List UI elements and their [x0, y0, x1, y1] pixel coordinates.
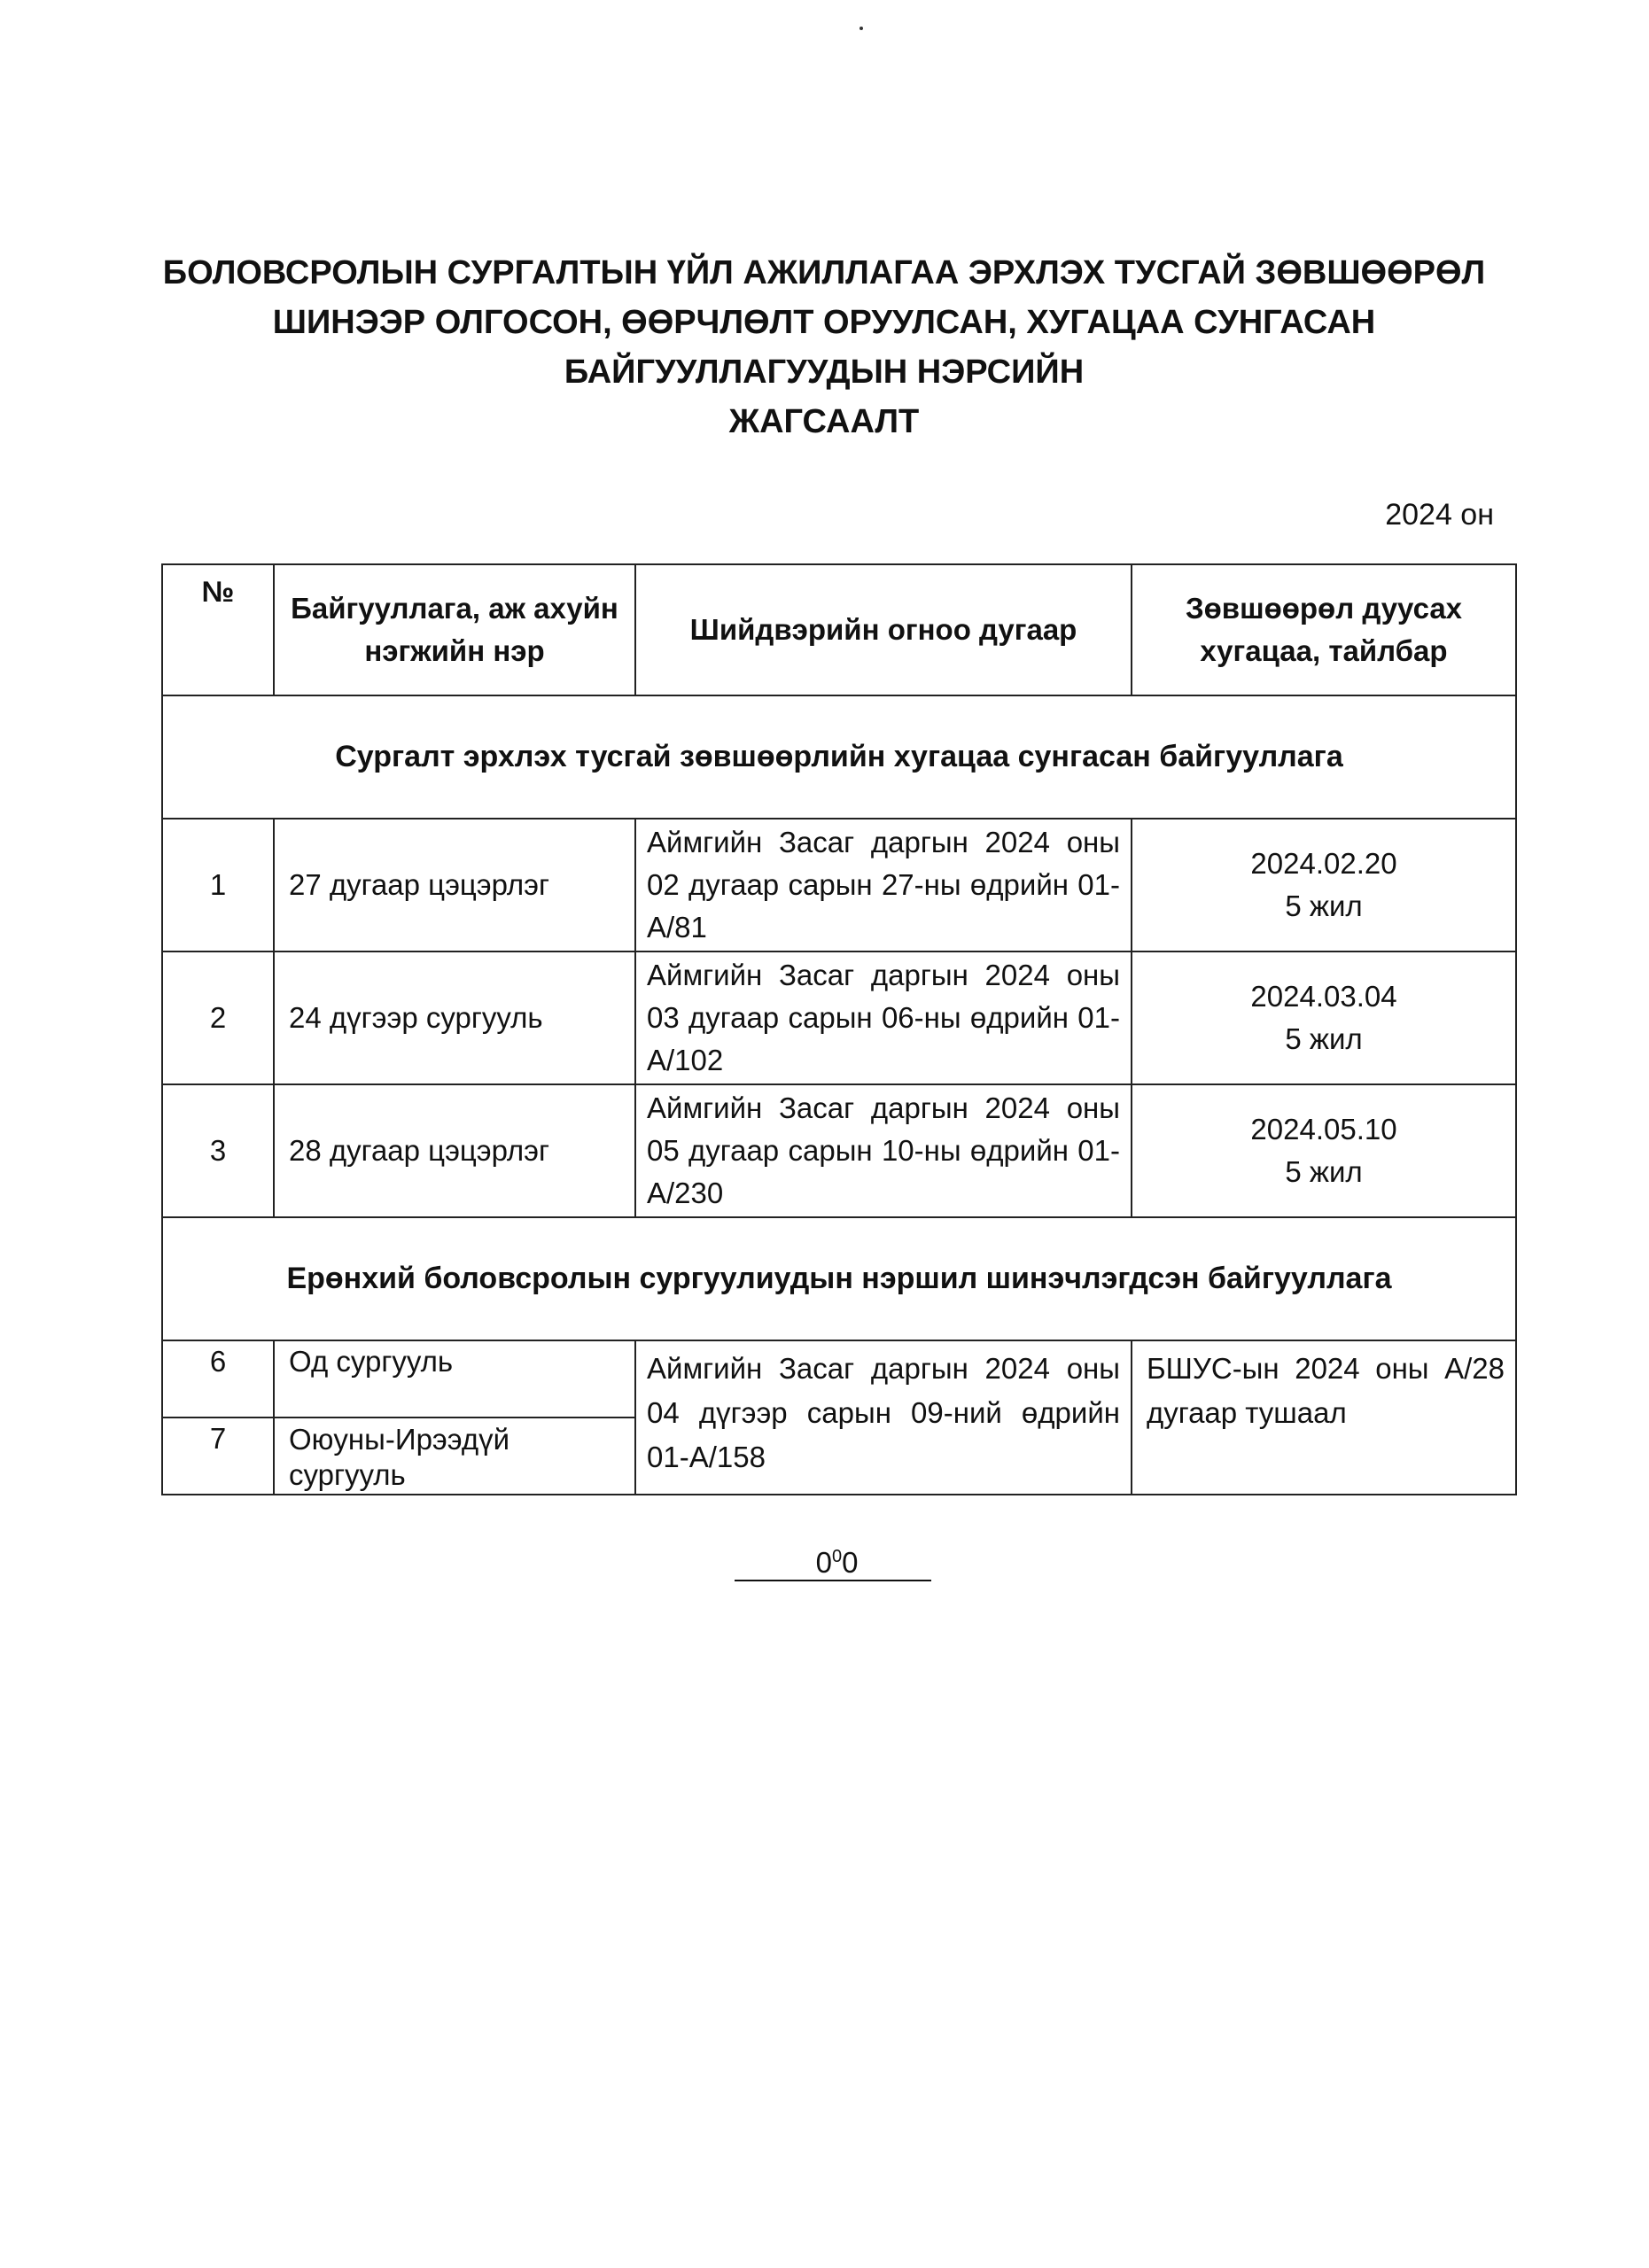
- table-row: [162, 1084, 1516, 1217]
- row-number: 3: [162, 1084, 274, 1217]
- decision-text: Аймгийн Засаг даргын 2024 оны 03 дугаар сарын 06-ны өдрийн 01-А/102: [635, 951, 1132, 1084]
- title-line-3: БАЙГУУЛЛАГУУДЫН НЭРСИЙН: [564, 353, 1085, 391]
- expiry-date: 2024.05.10: [1250, 1113, 1397, 1146]
- header-organization-name: Байгууллага, аж ахуйн нэгжийн нэр: [274, 564, 635, 695]
- closing-underline: [735, 1546, 931, 1581]
- organization-name: Оюуны-Ирээдүй сургууль: [274, 1418, 635, 1495]
- organization-name: 24 дүгээр сургууль: [274, 951, 635, 1084]
- header-expiry-note: Зөвшөөрөл дуусах хугацаа, тайлбар: [1132, 564, 1516, 695]
- title-line-1: БОЛОВСРОЛЫН СУРГАЛТЫН ҮЙЛ АЖИЛЛАГАА ЭРХЛЭХ ТУСГАЙ ЗӨВШӨӨРӨЛ: [162, 254, 1486, 291]
- expiry-date: 2024.02.20: [1250, 847, 1397, 880]
- section-title-renamed: Ерөнхий боловсролын сургуулиудын нэршил шинэчлэгдсэн байгууллага: [162, 1217, 1516, 1340]
- section-title-extended: Сургалт эрхлэх тусгай зөвшөөрлийн хугацаа сунгасан байгууллага: [162, 695, 1516, 819]
- closing-tail: 0: [842, 1546, 859, 1579]
- document-title: [159, 248, 1489, 447]
- expiry-term: 5 жил: [1285, 889, 1363, 922]
- expiry-cell: [1132, 1084, 1516, 1217]
- decision-text: Аймгийн Засаг даргын 2024 оны 05 дугаар сарын 10-ны өдрийн 01-А/230: [635, 1084, 1132, 1217]
- header-decision-date-number: Шийдвэрийн огноо дугаар: [635, 564, 1132, 695]
- organization-name: Од сургууль: [274, 1340, 635, 1418]
- row-number: 2: [162, 951, 274, 1084]
- header-number: №: [162, 564, 274, 695]
- order-note: БШУС-ын 2024 оны А/28 дугаар тушаал: [1132, 1340, 1516, 1495]
- decision-text: Аймгийн Засаг даргын 2024 оны 04 дүгээр сарын 09-ний өдрийн 01-А/158: [635, 1340, 1132, 1495]
- closing-base: 0: [815, 1546, 833, 1579]
- table-row: [162, 1340, 1516, 1418]
- row-number: 7: [162, 1418, 274, 1495]
- table-header-row: [162, 564, 1516, 695]
- table-row: [162, 951, 1516, 1084]
- closing-mark: [709, 1546, 957, 1581]
- scan-dot-mark: [860, 27, 863, 30]
- title-line-2: ШИНЭЭР ОЛГОСОН, ӨӨРЧЛӨЛТ ОРУУЛСАН, ХУГАЦАА СУНГАСАН: [272, 304, 1376, 341]
- organization-name: 27 дугаар цэцэрлэг: [274, 819, 635, 951]
- expiry-term: 5 жил: [1285, 1155, 1363, 1188]
- section-row: [162, 695, 1516, 819]
- section-row: [162, 1217, 1516, 1340]
- organizations-table: [161, 563, 1517, 1495]
- table-row: [162, 819, 1516, 951]
- row-number: 1: [162, 819, 274, 951]
- expiry-cell: [1132, 951, 1516, 1084]
- row-number: 6: [162, 1340, 274, 1418]
- closing-sup: 0: [832, 1547, 843, 1566]
- document-year: 2024 он: [1385, 498, 1494, 532]
- decision-text: Аймгийн Засаг даргын 2024 оны 02 дугаар сарын 27-ны өдрийн 01-А/81: [635, 819, 1132, 951]
- expiry-cell: [1132, 819, 1516, 951]
- expiry-date: 2024.03.04: [1250, 980, 1397, 1013]
- title-line-4: ЖАГСААЛТ: [728, 403, 920, 440]
- expiry-term: 5 жил: [1285, 1022, 1363, 1055]
- organization-name: 28 дугаар цэцэрлэг: [274, 1084, 635, 1217]
